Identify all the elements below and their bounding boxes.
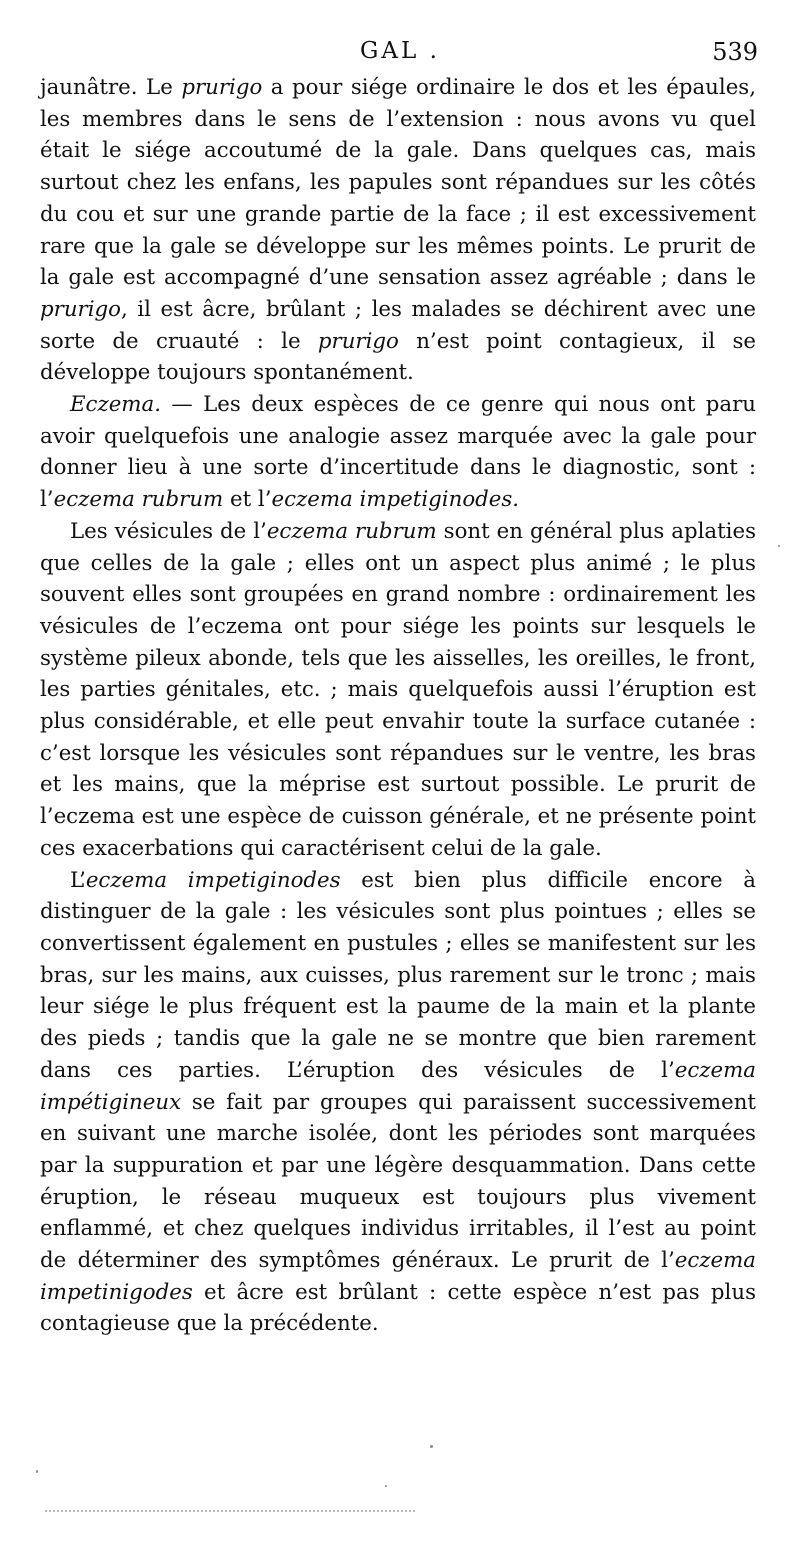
text-run: et âcre est brûlant : cette espèce n’est pas plus contagieuse que la précédente. bbox=[40, 1279, 756, 1337]
text-run: , il est âcre, brûlant ; les malades se déchirent avec une sorte de cruauté : le bbox=[40, 296, 756, 354]
paper-speck bbox=[385, 1485, 387, 1487]
text-run: jaunâtre. Le bbox=[40, 75, 182, 100]
italic-term: eczema impetiginodes bbox=[85, 867, 341, 893]
italic-term: eczema rubrum bbox=[266, 518, 437, 544]
text-run: sont en général plus aplaties que celles de la gale ; elles ont un aspect plus animé ; le plus souvent elles sont groupées en grand nombre : ordinairement les vésicules de l’eczema ont pour siége les points sur lesquels le système pileux abonde, tels que les aisselles, les oreilles, le front, les parties génitales, etc. ; mais quelquefois aussi l’éruption est plus considérable, et elle peut envahir toute la surface cutanée : c’est lorsque les vésicules sont répandues sur le ventre, les bras et les mains, que la méprise est surtout possible. Le prurit de l’eczema est une espèce de cuisson générale, et ne présente point ces exacerbations qui caractérisent celui de la gale. bbox=[40, 518, 756, 861]
paper-speck bbox=[36, 1470, 38, 1473]
paragraph-prurigo bbox=[40, 72, 756, 389]
page-header bbox=[40, 38, 760, 70]
italic-term: eczema impetinigodes bbox=[40, 1248, 756, 1305]
italic-term: eczema impetiginodes. bbox=[271, 487, 520, 513]
footer-dotted-line bbox=[45, 1510, 415, 1512]
paragraph-eczema-intro bbox=[40, 389, 756, 516]
page-number: 539 bbox=[712, 38, 758, 66]
italic-term: Eczema. bbox=[70, 392, 161, 418]
paragraph-eczema-impetiginodes bbox=[40, 865, 756, 1341]
italic-term: prurigo bbox=[181, 75, 263, 100]
body-text bbox=[40, 72, 756, 1340]
text-run: L’ bbox=[70, 867, 86, 893]
italic-term: eczema rubrum bbox=[53, 487, 224, 513]
text-run: — Les deux espèces de ce genre qui nous ont paru avoir quelquefois une analogie assez marquée avec la gale pour donner lieu à une sorte d’incertitude dans le diagnostic, sont : l’ bbox=[40, 392, 756, 513]
text-run: se fait par groupes qui paraissent successivement en suivant une marche isolée, dont les périodes sont marquées par la suppuration et par une légère desquammation. Dans cette éruption, le réseau muqueux est toujours plus vivement enflammé, et chez quelques individus irritables, il l’est au point de déterminer des symptômes généraux. Le prurit de l’ bbox=[40, 1089, 756, 1274]
italic-term: prurigo bbox=[317, 328, 399, 354]
text-run: a pour siége ordinaire le dos et les épaules, les membres dans le sens de l’extension : nous avons vu quel était le siége accoutumé de la gale. Dans quelques cas, mais surtout chez les enfans, les papules sont répandues sur les côtés du cou et sur une grande partie de la face ; il est excessivement rare que la gale se développe sur les mêmes points. Le prurit de la gale est accompagné d’une sensation assez agréable ; dans le bbox=[40, 75, 757, 291]
paper-speck bbox=[778, 545, 780, 547]
paper-speck bbox=[430, 1445, 433, 1448]
text-run: est bien plus difficile encore à distinguer de la gale : les vésicules sont plus pointues ; elles se convertissent également en pustules ; elles se manifestent sur les bras, sur les mains, aux cuisses, plus rarement sur le tronc ; mais leur siége le plus fréquent est la paume de la main et la plante des pieds ; tandis que la gale ne se montre que bien rarement dans ces parties. L’éruption des vésicules de l’ bbox=[40, 867, 756, 1083]
italic-term: eczema impétigineux bbox=[40, 1057, 756, 1115]
text-run: n’est point contagieux, il se développe toujours spontanément. bbox=[40, 328, 757, 386]
text-run: Les vésicules de l’ bbox=[70, 518, 267, 544]
italic-term: prurigo bbox=[40, 296, 121, 322]
paragraph-eczema-rubrum bbox=[40, 516, 756, 865]
text-run: et l’ bbox=[223, 487, 272, 513]
running-head: GAL . bbox=[360, 38, 440, 64]
